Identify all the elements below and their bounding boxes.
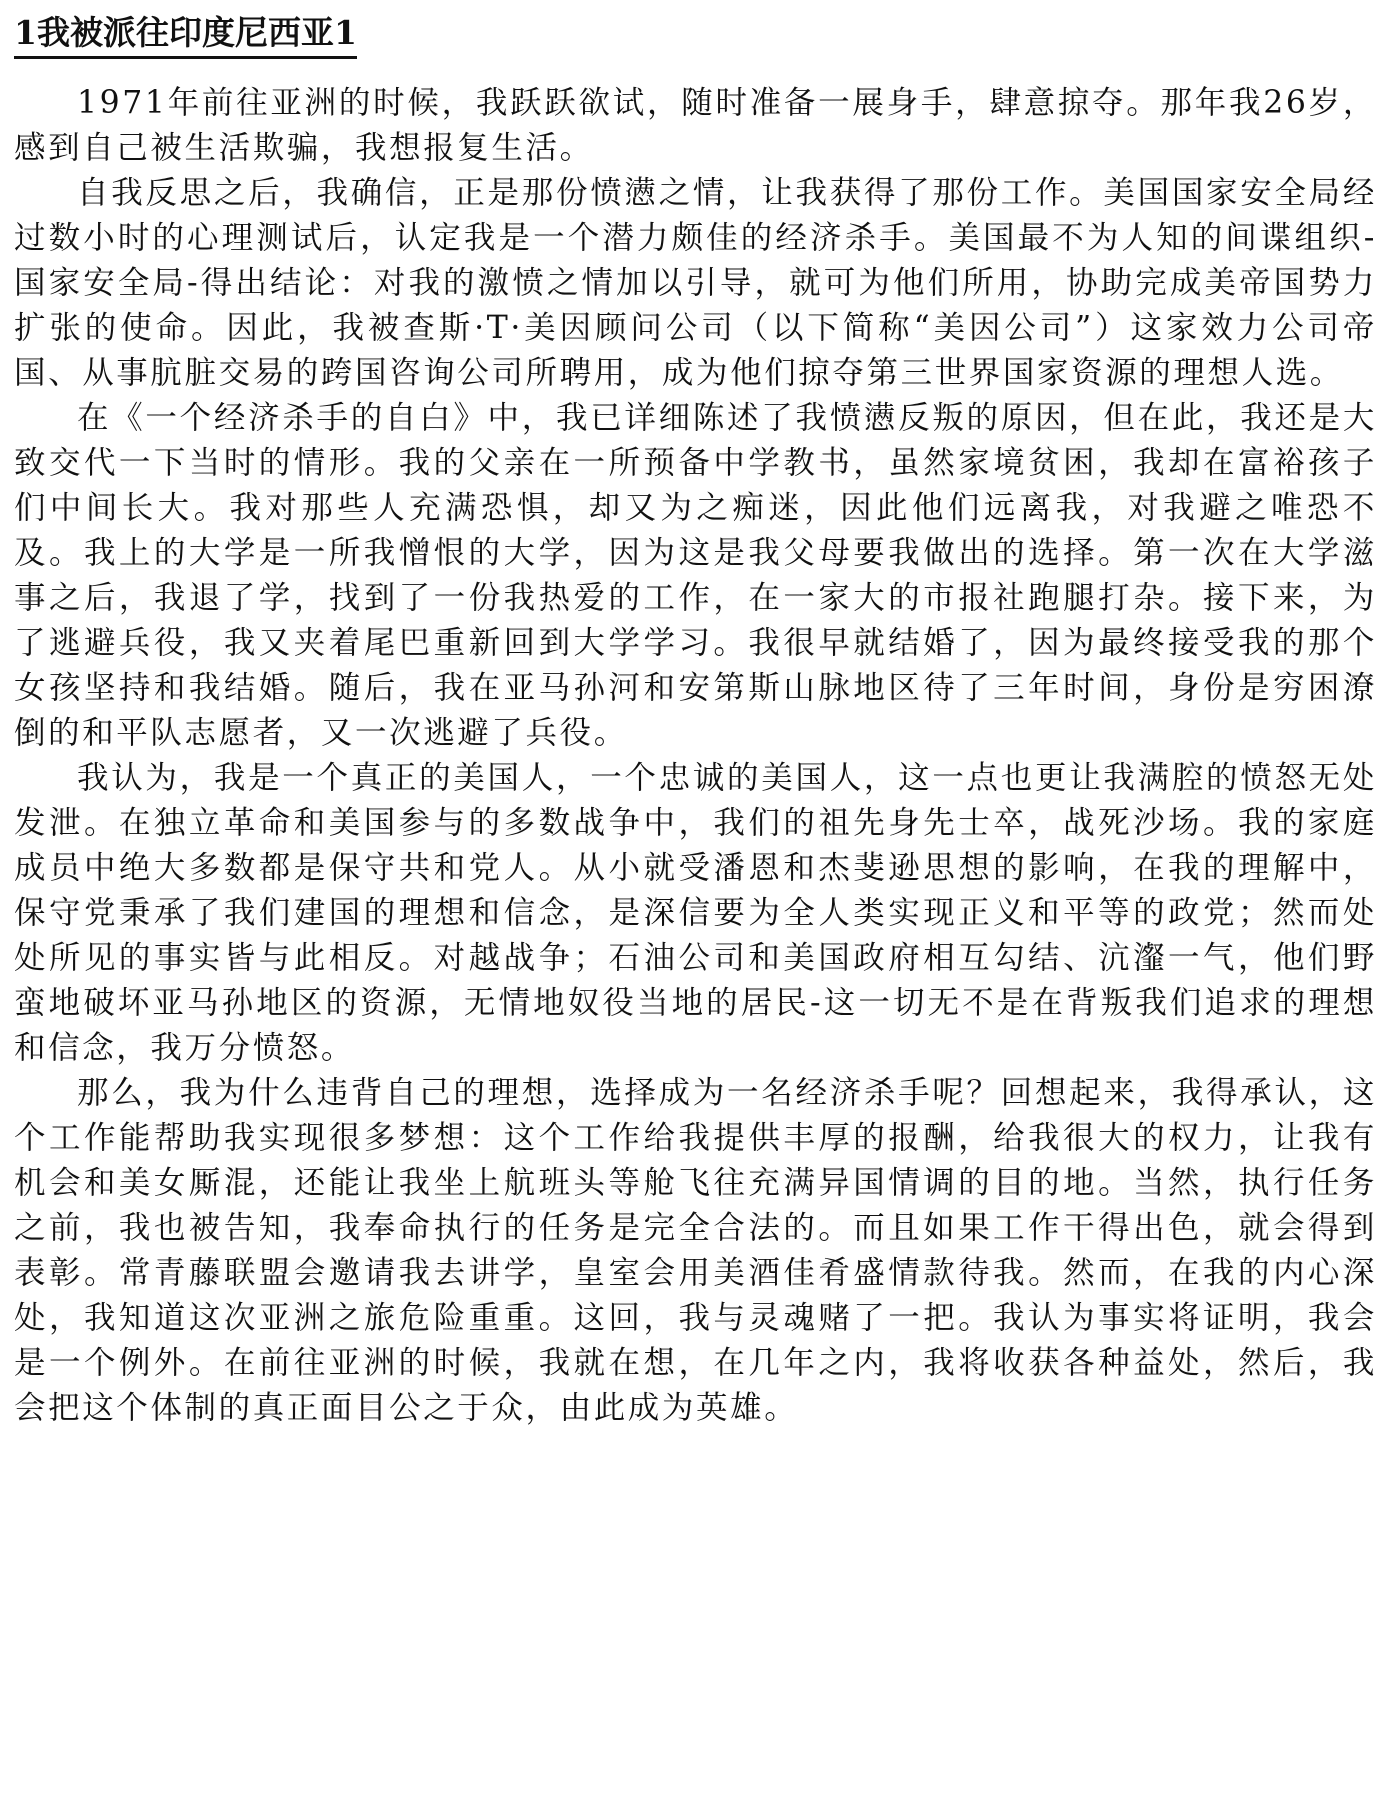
paragraph-3: 在《一个经济杀手的自白》中，我已详细陈述了我愤懑反叛的原因，但在此，我还是大致交代一下当时的情形。我的父亲在一所预备中学教书，虽然家境贫困，我却在富裕孩子们中间长大。我对那些人充满恐惧，却又为之痴迷，因此他们远离我，对我避之唯恐不及。我上的大学是一所我憎恨的大学，因为这是我父母要我做出的选择。第一次在大学滋事之后，我退了学，找到了一份我热爱的工作，在一家大的市报社跑腿打杂。接下来，为了逃避兵役，我又夹着尾巴重新回到大学学习。我很早就结婚了，因为最终接受我的那个女孩坚持和我结婚。随后，我在亚马孙河和安第斯山脉地区待了三年时间，身份是穷困潦倒的和平队志愿者，又一次逃避了兵役。 [14,400,1377,751]
paragraph-2: 自我反思之后，我确信，正是那份愤懑之情，让我获得了那份工作。美国国家安全局经过数小时的心理测试后，认定我是一个潜力颇佳的经济杀手。美国最不为人知的间谍组织-国家安全局-得出结论：对我的激愤之情加以引导，就可为他们所用，协助完成美帝国势力扩张的使命。因此，我被查斯·T·美因顾问公司（以下简称“美因公司”）这家效力公司帝国、从事肮脏交易的跨国咨询公司所聘用，成为他们掠夺第三世界国家资源的理想人选。 [14,175,1377,391]
paragraph-4: 我认为，我是一个真正的美国人，一个忠诚的美国人，这一点也更让我满腔的愤怒无处发泄。在独立革命和美国参与的多数战争中，我们的祖先身先士卒，战死沙场。我的家庭成员中绝大多数都是保守共和党人。从小就受潘恩和杰斐逊思想的影响，在我的理解中，保守党秉承了我们建国的理想和信念，是深信要为全人类实现正义和平等的政党；然而处处所见的事实皆与此相反。对越战争；石油公司和美国政府相互勾结、沆瀣一气，他们野蛮地破坏亚马孙地区的资源，无情地奴役当地的居民-这一切无不是在背叛我们追求的理想和信念，我万分愤怒。 [14,760,1377,1066]
paragraph-1: 1971年前往亚洲的时候，我跃跃欲试，随时准备一展身手，肆意掠夺。那年我26岁，感到自己被生活欺骗，我想报复生活。 [14,85,1377,166]
body-text [14,81,1377,1431]
paragraph-5: 那么，我为什么违背自己的理想，选择成为一名经济杀手呢？回想起来，我得承认，这个工作能帮助我实现很多梦想：这个工作给我提供丰厚的报酬，给我很大的权力，让我有机会和美女厮混，还能让我坐上航班头等舱飞往充满异国情调的目的地。当然，执行任务之前，我也被告知，我奉命执行的任务是完全合法的。而且如果工作干得出色，就会得到表彰。常青藤联盟会邀请我去讲学，皇室会用美酒佳肴盛情款待我。然而，在我的内心深处，我知道这次亚洲之旅危险重重。这回，我与灵魂赌了一把。我认为事实将证明，我会是一个例外。在前往亚洲的时候，我就在想，在几年之内，我将收获各种益处，然后，我会把这个体制的真正面目公之于众，由此成为英雄。 [14,1075,1377,1426]
chapter-title: 1我被派往印度尼西亚1 [14,12,357,59]
